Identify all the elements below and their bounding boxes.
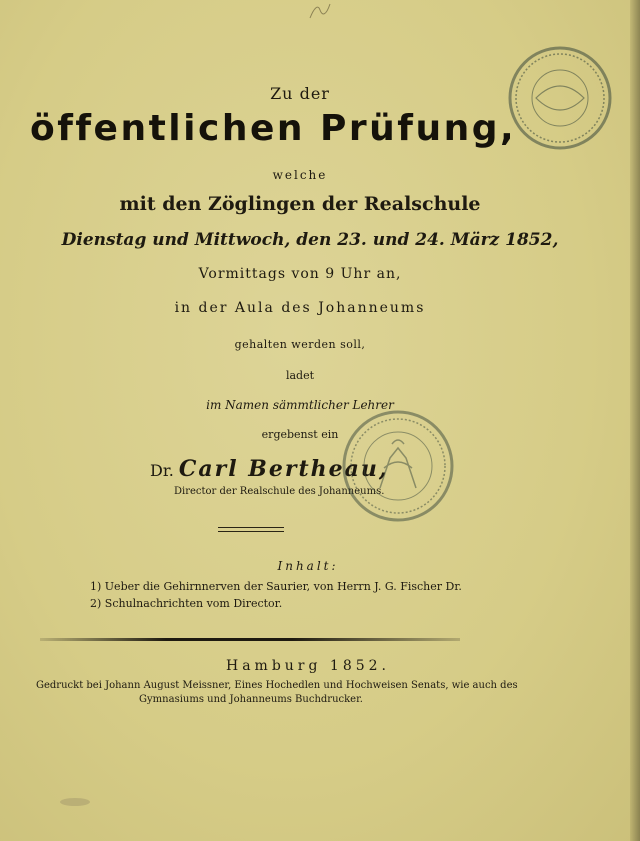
library-seal-icon: [506, 44, 614, 152]
thick-rule-divider: [40, 638, 460, 641]
held-line: gehalten werden soll,: [234, 338, 366, 351]
page-edge-shadow: [630, 0, 640, 841]
author-role: Director der Realschule des Johanneums.: [174, 486, 385, 497]
page-title: öffentlichen Prüfung,: [30, 108, 517, 149]
ink-blot-icon: [58, 796, 92, 808]
printer-line-2: Gymnasiums und Johanneums Buchdrucker.: [139, 694, 363, 705]
double-rule-divider: [218, 527, 284, 532]
intro-line: Zu der: [270, 84, 330, 103]
contents-item: 1) Ueber die Gehirnnerven der Saurier, von Herrn J. G. Fischer Dr.: [90, 580, 462, 593]
contents-item: 2) Schulnachrichten vom Director.: [90, 597, 283, 610]
on-behalf-line: im Namen sämmtlicher Lehrer: [206, 398, 394, 412]
invites-line: ladet: [285, 369, 315, 382]
date-line: Dienstag und Mittwoch, den 23. und 24. März 1852,: [61, 230, 559, 250]
library-seal-eagle-icon: [340, 408, 456, 524]
printer-line-1: Gedruckt bei Johann August Meissner, Eines Hochedlen und Hochweisen Senats, wie auch des: [36, 680, 518, 691]
author-prefix: Dr.: [150, 461, 174, 480]
welche-line: welche: [272, 168, 328, 182]
place-line: in der Aula des Johanneums: [174, 300, 426, 316]
contents-heading: Inhalt:: [277, 559, 339, 573]
respectfully-line: ergebenst ein: [261, 428, 339, 441]
time-line: Vormittags von 9 Uhr an,: [198, 266, 402, 282]
handwritten-mark-icon: [306, 0, 336, 22]
students-line: mit den Zöglingen der Realschule: [119, 193, 481, 215]
city-year: Hamburg 1852.: [226, 658, 390, 674]
author-name: Carl Bertheau,: [178, 456, 389, 482]
